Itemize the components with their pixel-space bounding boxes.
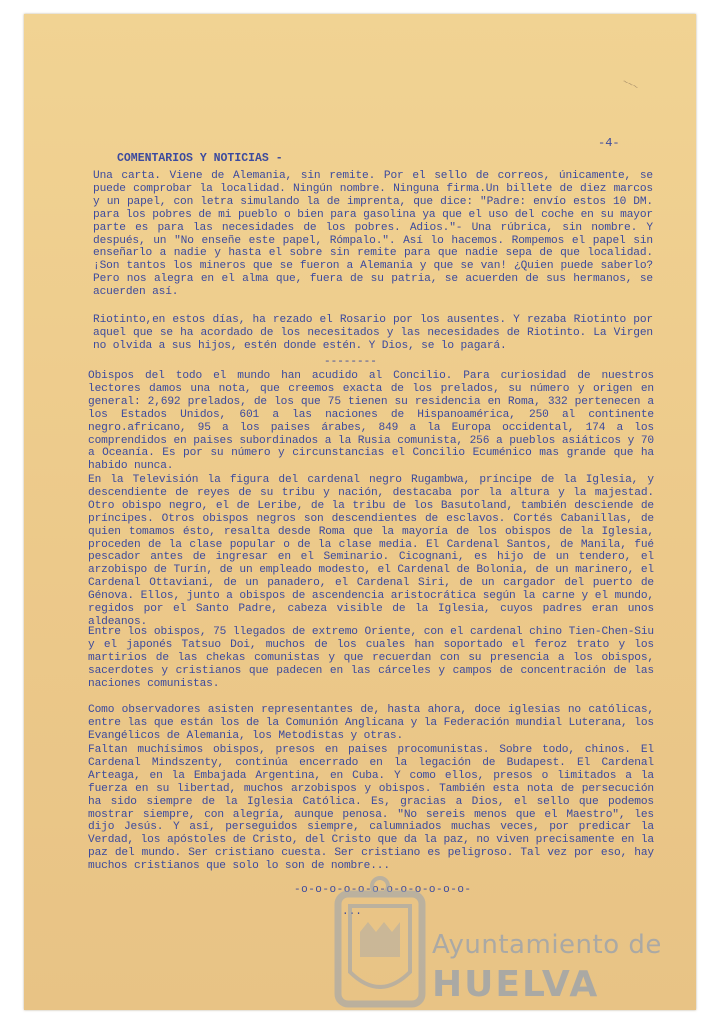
paragraph-orient-bishops: Entre los obispos, 75 llegados de extremo Oriente, con el cardenal chino Tien-Chen-Siu y el japonés Tatsuo Doi, muchos de los cuales han soportado el feroz trato y los martirios de las chekas comunistas y que recuerdan con su presencia a los obispos, sacerdotes y cristianos que padecen en las cárceles y campos de concentración de las naciones comunistas.: [88, 626, 654, 690]
section-heading: COMENTARIOS Y NOTICIAS -: [117, 152, 283, 165]
trailing-dots: ...: [342, 906, 362, 918]
separator-dash: --------: [324, 356, 377, 368]
paragraph-television: En la Televisión la figura del cardenal negro Rugambwa, príncipe de la Iglesia, y descendiente de reyes de su tribu y nación, destacaba por la altura y la majestad. Otro obispo negro, el de Leribe, de la tribu de los Basutoland, también desciende de príncipes. Otros obispos negros son descendientes de esclavos. Cortés Cabanillas, de quien tomamos ésto, resalta desde Roma que la mayoría de los obispos de la Iglesia, proceden de la clase popular o de la clase media. El Cardenal Santos, de Manila, fué pescador antes de ingresar en el Seminario. Cicognani, es hijo de un tendero, el arzobispo de Turín, de un empleado modesto, el Cardenal de Bolonia, de un marinero, el Cardenal Ottaviani, de un panadero, el Cardenal Siri, de un cargador del puerto de Génova. Ellos, junto a obispos de ascendencia aristocrática según la carne y el mundo, regidos por el Santo Padre, cabeza visible de la Iglesia, cuyos padres eran unos aldeanos.: [88, 474, 654, 628]
paragraph-letter: Una carta. Viene de Alemania, sin remite. Por el sello de correos, únicamente, se puede comprobar la localidad. Ningún nombre. Ninguna firma.Un billete de diez marcos y un papel, con letra simulando la de imprenta, que dice: "Padre: envío estos 10 DM. para los pobres de mi pueblo o bien para gasolina ya que el uso del coche en su mayor parte es para las necesidades de los pobres. Adios."- Una rúbrica, sin nombre. Y después, un "No enseñe este papel, Rómpalo.". Así lo hacemos. Rompemos el papel sin enseñarlo a nadie y hasta el sobre sin remite para que nadie sepa de que localidad.¡Son tantos los mineros que se fueron a Alemania y que se van! ¿Quien puede saberlo? Pero nos alegra en el alma que, fuera de su patria, se acuerden de sus hermanos, se acuerden así.: [93, 170, 653, 299]
page-number: -4-: [598, 136, 620, 150]
paragraph-council-numbers: Obispos del todo el mundo han acudido al Concilio. Para curiosidad de nuestros lectores damos una nota, que creemos exacta de los prelados, su número y origen en general: 2,692 prelados, de los que 75 tienen su residencia en Roma, 332 pertenecen a los Estados Unidos, 601 a las naciones de Hispanoamérica, 250 al continente negro.africano, 95 a los paises árabes, 849 a la Europa occidental, 174 a los comprendidos en paises subordinados a la Rusia comunista, 256 a pueblos asiáticos y 70 a Oceanía. Es por su número y circunstancias el Concilio Ecuménico mas grande que ha habido nunca.: [88, 370, 654, 473]
corner-pencil-mark: ~~~: [620, 77, 640, 93]
closing-separator: -o-o-o-o-o-o-o-o-o-o-o-o-: [294, 884, 472, 896]
paragraph-missing-bishops: Faltan muchísimos obispos, presos en paises procomunistas. Sobre todo, chinos. El Cardenal Mindszenty, continúa encerrado en la legación de Budapest. El Cardenal Arteaga, en la Embajada Argentina, en Cuba. Y como ellos, presos o limitados a la fuerza en su libertad, muchos arzobispos y obispos. También esta nota de persecución ha sido siempre de la Iglesia Católica. Es, gracias a Dios, el sello que podemos mostrar siempre, con alegría, aunque penosa. "No sereis menos que el Maestro", les dijo Jesús. Y así, perseguidos siempre, calumniados muchas veces, por predicar la Verdad, los apóstoles de Cristo, del Cristo que da la paz, no viven precisamente en la paz del mundo. Ser cristiano cuesta. Ser cristiano es peligroso. Tal vez por eso, hay muchos cristianos que solo lo son de nombre...: [88, 744, 654, 873]
watermark-line2: HUELVA: [432, 964, 600, 1005]
coat-of-arms-watermark: [320, 872, 440, 1010]
paragraph-observers: Como observadores asisten representantes de, hasta ahora, doce iglesias no católicas, entre las que están los de la Comunión Anglicana y la Federación mundial Luterana, los Evangélicos de Alemania, los Metodistas y otras.: [88, 704, 654, 742]
document-page: [24, 14, 696, 1010]
watermark-line1: Ayuntamiento de: [432, 930, 662, 960]
paragraph-riotinto: Riotinto,en estos días, ha rezado el Rosario por los ausentes. Y rezaba Riotinto por aquel que se ha acordado de los necesitados y las necesidades de Riotinto. La Virgen no olvida a sus hijos, estén donde estén. Y Dios, se lo pagará.: [93, 314, 653, 352]
